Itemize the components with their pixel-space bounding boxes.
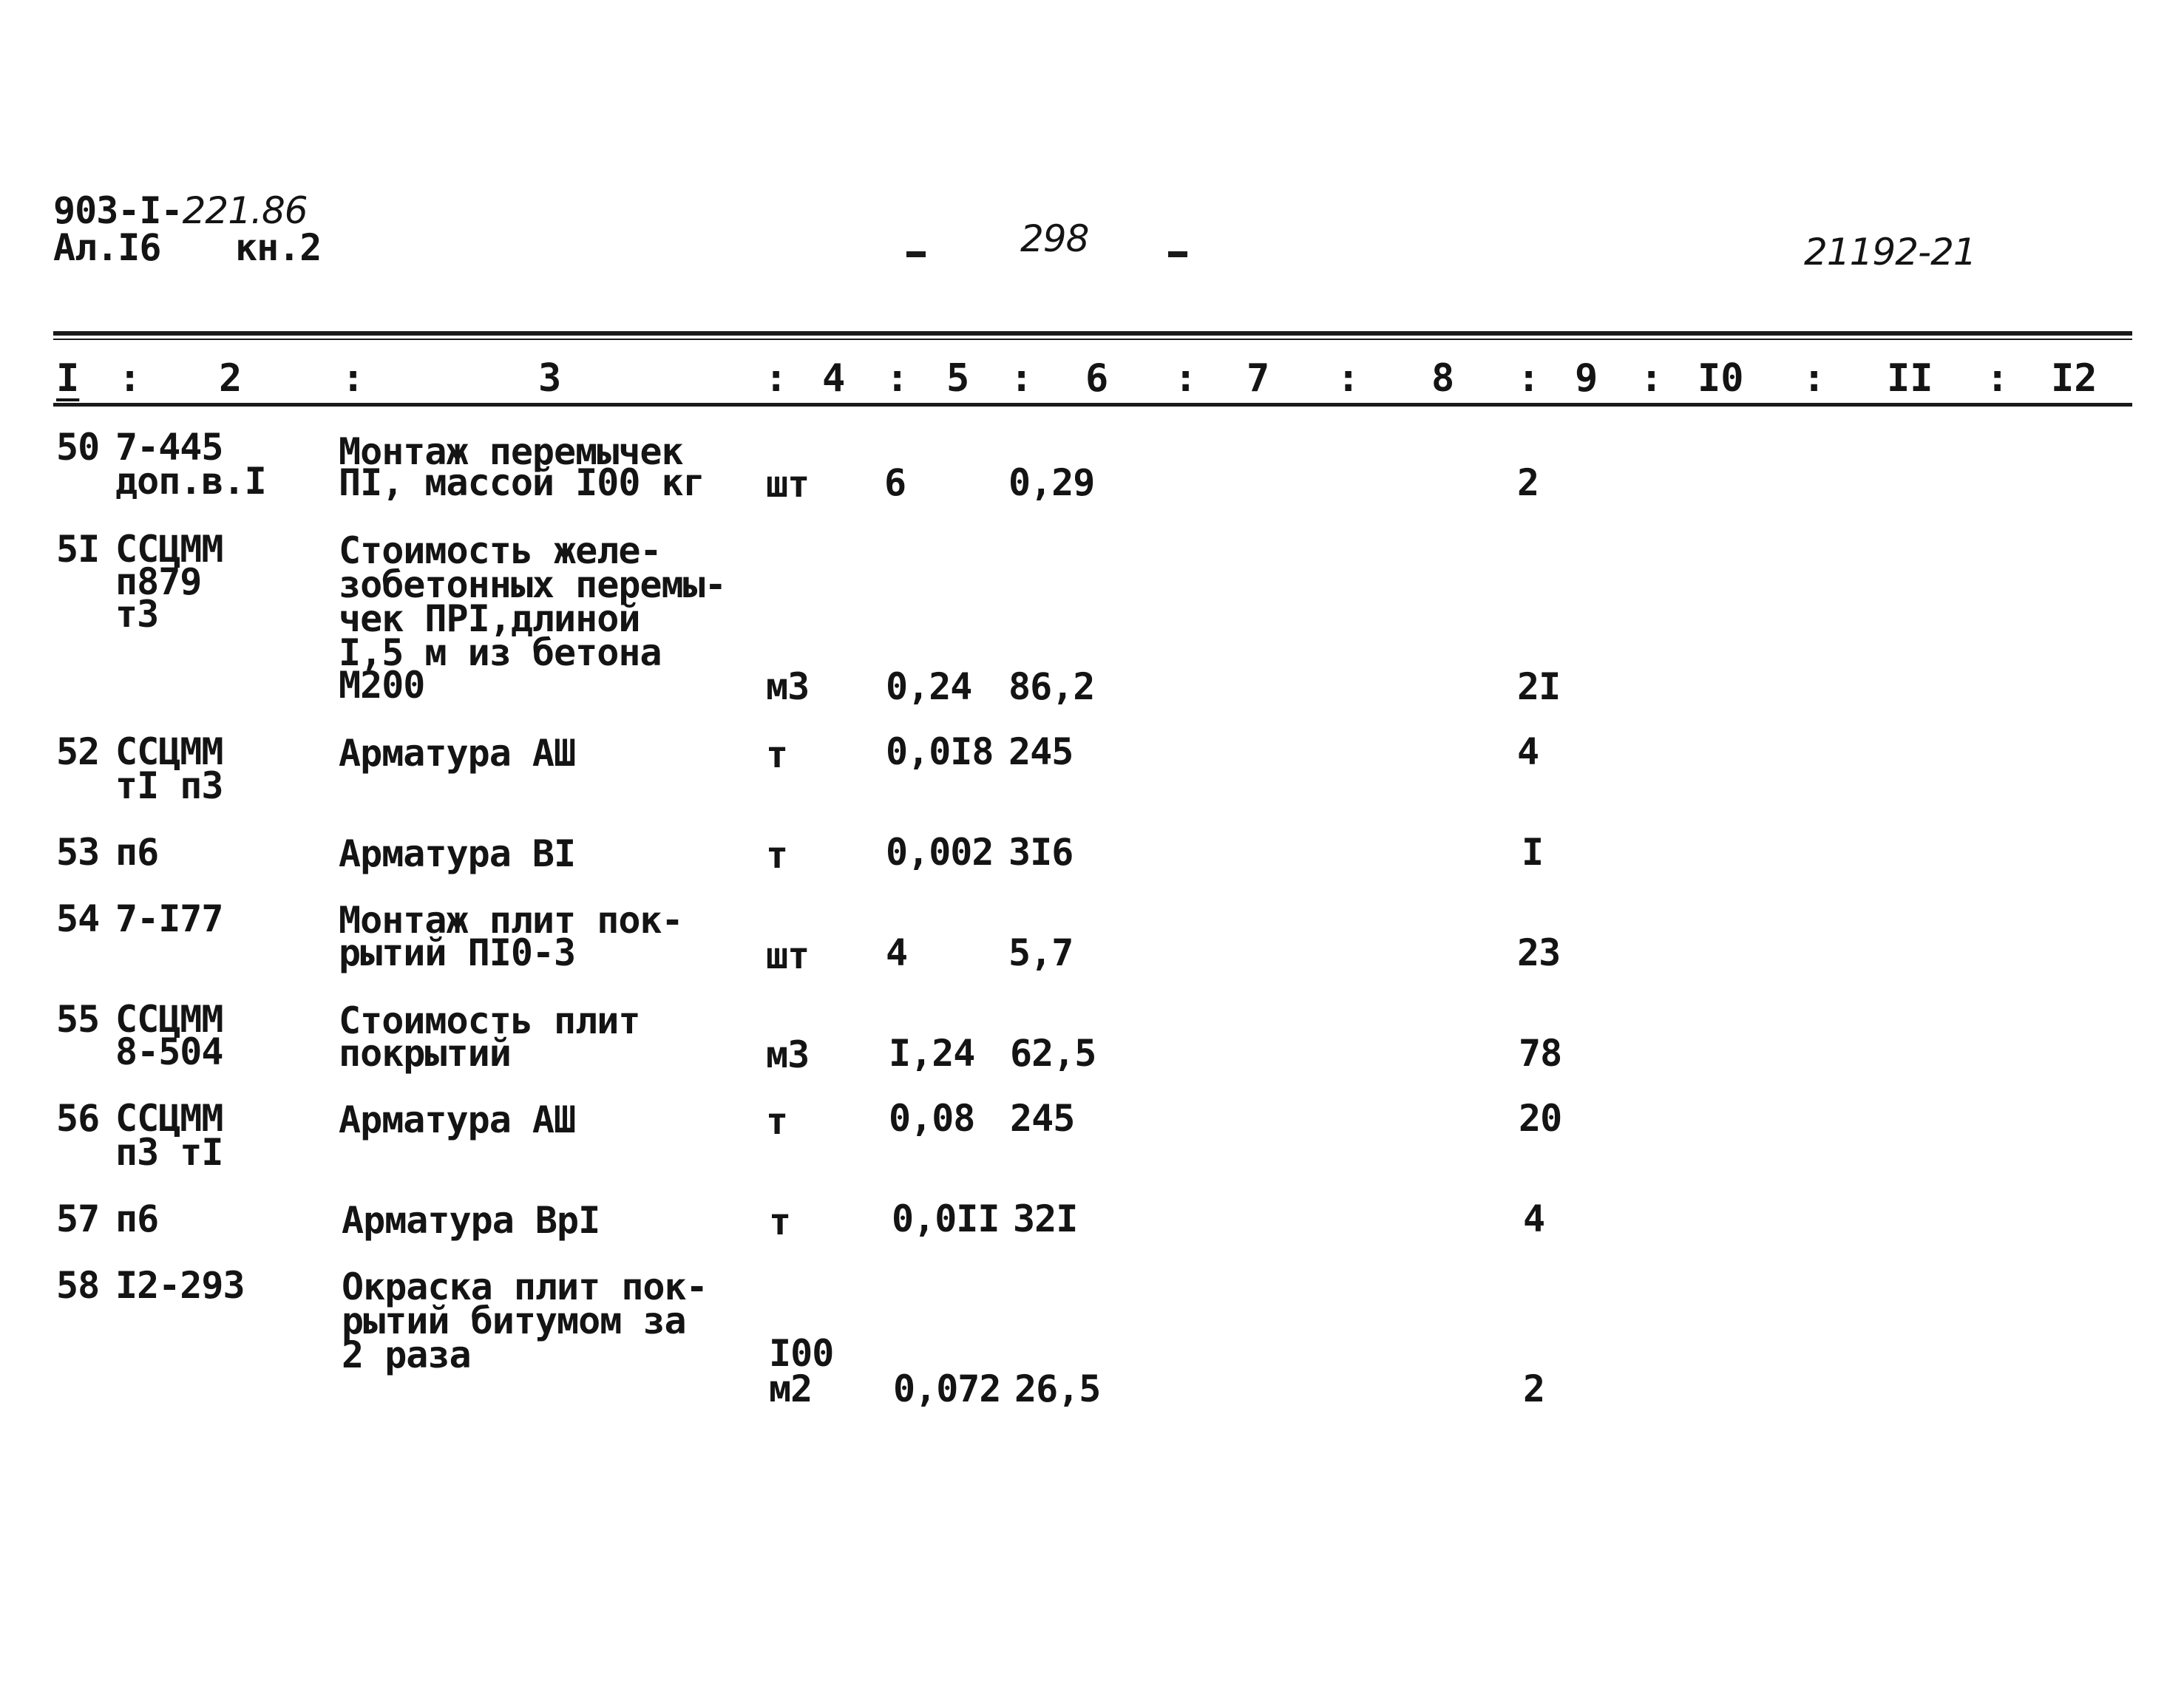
- row-number: 55: [56, 998, 100, 1041]
- price-code: ССЦММ: [115, 1097, 223, 1140]
- column-separator: :: [1010, 356, 1034, 401]
- row-number: 50: [56, 426, 100, 469]
- row-number: 52: [56, 730, 100, 773]
- quantity: 0,08: [889, 1097, 975, 1140]
- total-cost: 20: [1519, 1097, 1562, 1140]
- table-top-rule: [53, 331, 2132, 336]
- document-code-handwritten: 221.86: [182, 189, 308, 232]
- work-description: Арматура АШ: [339, 1098, 576, 1141]
- work-description: 2 раза: [342, 1333, 471, 1376]
- page-number-dash-left: [906, 251, 926, 257]
- total-cost: 2I: [1517, 665, 1561, 708]
- price-code: п879: [115, 560, 202, 603]
- work-description: Стоимость желе-: [339, 529, 662, 572]
- page-number-dash-right: [1168, 251, 1187, 257]
- unit-price: 26,5: [1014, 1367, 1101, 1410]
- quantity: 0,072: [893, 1367, 1001, 1410]
- unit: шт: [766, 934, 810, 977]
- row-number: 57: [56, 1197, 100, 1240]
- column-header-7: 7: [1247, 356, 1270, 401]
- row-number: 53: [56, 831, 100, 874]
- column-header-6: 6: [1085, 356, 1109, 401]
- unit: т: [766, 834, 788, 877]
- row-number: 56: [56, 1097, 100, 1140]
- unit: т: [766, 733, 788, 776]
- work-description: ПI, массой I00 кг: [339, 461, 705, 504]
- price-code: 7-I77: [115, 897, 223, 940]
- total-cost: 4: [1523, 1197, 1545, 1240]
- column-separator: :: [1337, 356, 1360, 401]
- column-separator: :: [118, 356, 142, 401]
- table-top-rule-thin: [53, 339, 2132, 340]
- column-header-3: 3: [538, 356, 562, 401]
- unit-price: 245: [1010, 1097, 1075, 1140]
- price-code: 8-504: [115, 1030, 223, 1073]
- document-code: [53, 189, 308, 232]
- unit: I00: [769, 1332, 834, 1375]
- column-header-10: I0: [1698, 356, 1744, 401]
- unit-price: 32I: [1013, 1197, 1078, 1240]
- price-code: 7-445: [115, 426, 223, 469]
- book-number: кн.2: [235, 226, 322, 269]
- unit-price: 5,7: [1008, 931, 1074, 974]
- unit-price: 3I6: [1008, 831, 1074, 874]
- unit: т: [769, 1200, 791, 1243]
- unit-price: 0,29: [1008, 461, 1095, 504]
- work-description: I,5 м из бетона: [339, 631, 662, 674]
- column-separator: :: [1640, 356, 1664, 401]
- document-code-prefix: 903-I-: [53, 189, 183, 232]
- column-separator: :: [1803, 356, 1826, 401]
- column-header-2: 2: [219, 356, 243, 401]
- total-cost: 2: [1517, 461, 1539, 504]
- quantity: 0,002: [886, 831, 994, 874]
- column-header-12: I2: [2051, 356, 2097, 401]
- price-code: п6: [115, 1197, 159, 1240]
- column-separator: :: [1174, 356, 1198, 401]
- work-description: Монтаж перемычек: [339, 430, 683, 473]
- quantity: 0,24: [886, 665, 972, 708]
- work-description: Арматура ВрI: [342, 1199, 600, 1242]
- quantity: 0,0I8: [886, 730, 994, 773]
- price-code: ССЦММ: [115, 730, 223, 773]
- column-separator: :: [886, 356, 909, 401]
- page-number: 298: [1020, 217, 1089, 260]
- column-separator: :: [1986, 356, 2010, 401]
- album-number: Ал.I6: [53, 226, 161, 269]
- work-description: чек ПРI,длиной: [339, 597, 640, 640]
- column-header-5: 5: [946, 356, 970, 401]
- work-description: Стоимость плит: [339, 999, 640, 1042]
- work-description: Арматура ВI: [339, 832, 576, 875]
- price-code: I2-293: [115, 1264, 245, 1307]
- column-header-9: 9: [1575, 356, 1598, 401]
- quantity: 6: [884, 461, 906, 504]
- work-description: зобетонных перемы-: [339, 563, 726, 606]
- work-description: рытий битумом за: [342, 1299, 686, 1342]
- unit: т: [766, 1100, 788, 1143]
- price-code: доп.в.I: [115, 460, 266, 503]
- unit: шт: [766, 463, 810, 506]
- work-description: Арматура АШ: [339, 732, 576, 775]
- work-description: рытий ПI0-3: [339, 931, 576, 974]
- quantity: I,24: [889, 1032, 975, 1075]
- total-cost: 23: [1517, 931, 1561, 974]
- work-description: Монтаж плит пок-: [339, 899, 683, 942]
- price-code: т3: [115, 593, 159, 636]
- total-cost: 78: [1519, 1032, 1562, 1075]
- sheet-code-handwritten: 21192-21: [1804, 231, 1976, 273]
- price-code: ССЦММ: [115, 998, 223, 1041]
- unit: м3: [766, 665, 810, 708]
- column-header-11: II: [1887, 356, 1933, 401]
- row-number: 54: [56, 897, 100, 940]
- column-header-1: I: [56, 356, 80, 401]
- price-code: п6: [115, 831, 159, 874]
- unit: м3: [766, 1033, 810, 1076]
- column-separator: :: [342, 356, 365, 401]
- quantity: 4: [886, 931, 908, 974]
- column-separator: :: [764, 356, 788, 401]
- work-description: М200: [339, 664, 425, 707]
- work-description: Окраска плит пок-: [342, 1265, 708, 1308]
- column-header-4: 4: [822, 356, 846, 401]
- row-number: 58: [56, 1264, 100, 1307]
- unit-price: 86,2: [1008, 665, 1095, 708]
- row-number: 5I: [56, 528, 100, 571]
- quantity: 0,0II: [892, 1197, 1000, 1240]
- unit: м2: [769, 1367, 813, 1410]
- work-description: покрытий: [339, 1032, 511, 1075]
- unit-price: 245: [1008, 730, 1074, 773]
- total-cost: I: [1522, 831, 1544, 874]
- header-bottom-rule: [53, 403, 2132, 407]
- unit-price: 62,5: [1010, 1032, 1096, 1075]
- total-cost: 4: [1517, 730, 1539, 773]
- column-separator: :: [1517, 356, 1541, 401]
- price-code: ССЦММ: [115, 528, 223, 571]
- column-header-8: 8: [1431, 356, 1455, 401]
- total-cost: 2: [1523, 1367, 1545, 1410]
- price-code: п3 тI: [115, 1131, 223, 1174]
- price-code: тI п3: [115, 764, 223, 807]
